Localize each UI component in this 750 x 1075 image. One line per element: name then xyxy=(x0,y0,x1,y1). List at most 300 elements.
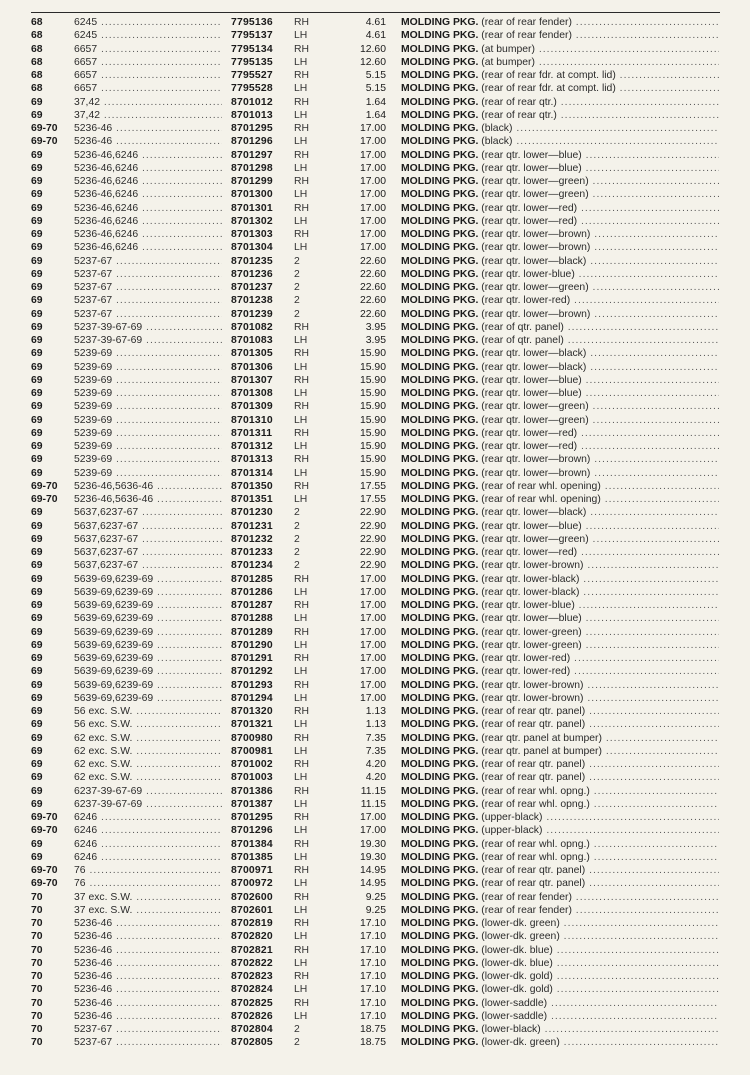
description-title: MOLDING PKG. xyxy=(401,229,479,240)
description-note: (rear qtr. lower—red) xyxy=(481,215,578,227)
description-note: (rear qtr. lower-blue) xyxy=(481,600,575,611)
model-cell: 56 exc. S.W. ..... xyxy=(74,718,222,731)
description-title: MOLDING PKG. xyxy=(401,56,479,68)
price-cell: 12.60 xyxy=(359,56,386,68)
side-cell: LH xyxy=(294,83,308,95)
price-cell: 15.90 xyxy=(359,361,386,373)
description-note: (rear qtr. lower—green) xyxy=(481,401,589,413)
description-title: MOLDING PKG. xyxy=(401,586,479,598)
description-title: MOLDING PKG. xyxy=(401,361,479,373)
description-cell xyxy=(401,96,719,109)
description-title: MOLDING PKG. xyxy=(401,1024,479,1035)
part-number-cell: 8700981 xyxy=(231,745,273,757)
catalog-row xyxy=(0,877,750,890)
description-cell xyxy=(401,997,719,1010)
description-title: MOLDING PKG. xyxy=(401,96,479,108)
side-cell: LH xyxy=(294,692,308,704)
description-note: (rear of rear qtr. panel) xyxy=(481,878,586,890)
description-cell xyxy=(401,374,719,387)
part-number-cell: 8702821 xyxy=(231,944,273,956)
description-cell xyxy=(401,930,719,943)
part-number-cell: 8701309 xyxy=(231,401,273,413)
description-title: MOLDING PKG. xyxy=(401,719,479,731)
catalog-row xyxy=(0,294,750,307)
price-cell: 17.00 xyxy=(359,812,386,823)
description-title: MOLDING PKG. xyxy=(401,17,479,28)
price-cell: 14.95 xyxy=(359,878,386,890)
model-cell: 5239-69 ..... xyxy=(74,440,222,453)
side-cell: RH xyxy=(294,600,310,611)
model-cell: 5237-67 ..... xyxy=(74,294,222,307)
description-title: MOLDING PKG. xyxy=(401,838,479,850)
price-cell: 1.13 xyxy=(365,706,386,717)
price-cell: 17.55 xyxy=(359,494,386,505)
price-cell: 4.20 xyxy=(365,759,386,770)
catalog-row xyxy=(0,1010,750,1023)
description-cell xyxy=(401,400,719,413)
price-cell: 22.90 xyxy=(359,533,386,545)
description-title: MOLDING PKG. xyxy=(401,308,479,320)
part-number-cell: 8701304 xyxy=(231,242,273,254)
description-note: (rear qtr. lower-brown) xyxy=(481,692,584,704)
year-cell: 69 xyxy=(31,295,43,307)
description-cell xyxy=(401,453,719,466)
description-cell xyxy=(401,785,719,798)
year-cell: 69 xyxy=(31,666,43,678)
year-cell: 70 xyxy=(31,971,43,982)
catalog-row xyxy=(0,705,750,718)
part-number-cell: 8701286 xyxy=(231,586,273,598)
description-cell xyxy=(401,665,719,678)
description-title: MOLDING PKG. xyxy=(401,480,479,492)
part-number-cell: 8701233 xyxy=(231,547,273,558)
description-title: MOLDING PKG. xyxy=(401,613,479,625)
price-cell: 1.64 xyxy=(365,96,386,108)
catalog-row xyxy=(0,639,750,652)
description-title: MOLDING PKG. xyxy=(401,348,479,360)
price-cell: 18.75 xyxy=(359,1024,386,1035)
part-number-cell: 8701296 xyxy=(231,136,273,148)
model-cell: 5236-46,6246 ..... xyxy=(74,215,222,228)
description-cell xyxy=(401,745,719,758)
part-number-cell: 8701287 xyxy=(231,600,273,611)
description-cell xyxy=(401,983,719,996)
price-cell: 17.00 xyxy=(359,176,386,187)
top-rule xyxy=(31,12,720,13)
part-number-cell: 7795135 xyxy=(231,56,273,68)
year-cell: 69 xyxy=(31,242,43,254)
side-cell: 2 xyxy=(294,547,300,558)
description-note: (lower-saddle) xyxy=(481,1010,548,1022)
description-title: MOLDING PKG. xyxy=(401,878,479,890)
model-cell: 5637,6237-67 ..... xyxy=(74,546,222,559)
description-cell xyxy=(401,798,719,811)
model-cell: 5637,6237-67 ..... xyxy=(74,520,222,533)
part-number-cell: 7795527 xyxy=(231,70,273,81)
side-cell: RH xyxy=(294,43,310,55)
catalog-row xyxy=(0,1036,750,1049)
part-number-cell: 8701083 xyxy=(231,335,273,346)
description-title: MOLDING PKG. xyxy=(401,1010,479,1022)
model-cell: 5639-69,6239-69 ..... xyxy=(74,573,222,586)
catalog-row xyxy=(0,69,750,82)
description-note: (rear qtr. lower—blue) xyxy=(481,388,582,399)
description-cell xyxy=(401,1036,719,1049)
side-cell: 2 xyxy=(294,308,300,320)
description-cell xyxy=(401,281,719,294)
model-cell: 5637,6237-67 ..... xyxy=(74,533,222,546)
catalog-row xyxy=(0,228,750,241)
description-title: MOLDING PKG. xyxy=(401,109,479,121)
description-title: MOLDING PKG. xyxy=(401,732,479,744)
year-cell: 70 xyxy=(31,1024,43,1035)
price-cell: 22.90 xyxy=(359,560,386,572)
part-number-cell: 8701314 xyxy=(231,467,273,479)
description-title: MOLDING PKG. xyxy=(401,772,479,784)
side-cell: RH xyxy=(294,70,310,81)
description-note: (rear qtr. lower—red) xyxy=(481,547,578,558)
description-note: (rear qtr. lower—black) xyxy=(481,348,587,360)
part-number-cell: 8701297 xyxy=(231,149,273,161)
model-cell: 5236-46 ..... xyxy=(74,122,222,135)
catalog-row xyxy=(0,586,750,599)
part-number-cell: 8701385 xyxy=(231,851,273,863)
side-cell: 2 xyxy=(294,255,300,267)
description-cell xyxy=(401,215,719,228)
description-note: (lower-dk. green) xyxy=(481,931,560,943)
description-title: MOLDING PKG. xyxy=(401,176,479,187)
model-cell: 5236-46 ..... xyxy=(74,983,222,996)
catalog-row xyxy=(0,427,750,440)
year-cell: 69 xyxy=(31,573,43,585)
part-number-cell: 8701235 xyxy=(231,255,273,267)
catalog-row xyxy=(0,241,750,254)
part-number-cell: 8701295 xyxy=(231,123,273,134)
description-title: MOLDING PKG. xyxy=(401,825,479,837)
catalog-row xyxy=(0,414,750,427)
year-cell: 68 xyxy=(31,30,43,42)
side-cell: RH xyxy=(294,997,310,1009)
description-title: MOLDING PKG. xyxy=(401,255,479,267)
description-note: (rear qtr. lower—red) xyxy=(481,427,578,439)
description-note: (rear qtr. lower—green) xyxy=(481,176,589,187)
description-note: (rear of rear qtr. panel) xyxy=(481,772,586,784)
side-cell: LH xyxy=(294,215,308,227)
year-cell: 69 xyxy=(31,162,43,174)
description-note: (rear qtr. lower-red) xyxy=(481,666,571,678)
price-cell: 17.00 xyxy=(359,189,386,201)
catalog-row xyxy=(0,361,750,374)
price-cell: 12.60 xyxy=(359,43,386,55)
side-cell: LH xyxy=(294,984,308,996)
description-note: (rear qtr. lower—green) xyxy=(481,533,589,545)
description-note: (upper-black) xyxy=(481,825,543,837)
model-cell: 5239-69 ..... xyxy=(74,361,222,374)
side-cell: RH xyxy=(294,759,310,770)
description-note: (rear of rear qtr. panel) xyxy=(481,759,586,770)
catalog-row xyxy=(0,308,750,321)
year-cell: 69 xyxy=(31,851,43,863)
description-cell xyxy=(401,811,719,824)
catalog-row xyxy=(0,652,750,665)
description-title: MOLDING PKG. xyxy=(401,931,479,943)
year-cell: 70 xyxy=(31,984,43,996)
year-cell: 69 xyxy=(31,785,43,797)
year-cell: 69-70 xyxy=(31,825,58,837)
description-note: (rear qtr. lower—blue) xyxy=(481,613,582,625)
description-cell xyxy=(401,122,719,135)
price-cell: 1.64 xyxy=(365,109,386,121)
description-title: MOLDING PKG. xyxy=(401,520,479,532)
catalog-row xyxy=(0,321,750,334)
year-cell: 70 xyxy=(31,891,43,903)
year-cell: 68 xyxy=(31,43,43,55)
price-cell: 15.90 xyxy=(359,401,386,413)
description-cell xyxy=(401,692,719,705)
model-cell: 5237-67 ..... xyxy=(74,281,222,294)
year-cell: 69-70 xyxy=(31,494,58,505)
model-cell: 5237-67 ..... xyxy=(74,308,222,321)
description-cell xyxy=(401,387,719,400)
model-cell: 5237-67 ..... xyxy=(74,255,222,268)
catalog-row xyxy=(0,400,750,413)
model-cell: 5639-69,6239-69 ..... xyxy=(74,639,222,652)
side-cell: LH xyxy=(294,904,308,916)
part-number-cell: 8701234 xyxy=(231,560,273,572)
side-cell: RH xyxy=(294,944,310,956)
model-cell: 6657 ..... xyxy=(74,56,222,69)
price-cell: 17.10 xyxy=(359,997,386,1009)
catalog-row xyxy=(0,268,750,281)
catalog-row xyxy=(0,944,750,957)
year-cell: 69 xyxy=(31,149,43,161)
model-cell: 5236-46,6246 ..... xyxy=(74,241,222,254)
description-note: (rear of rear qtr. panel) xyxy=(481,706,586,717)
year-cell: 69 xyxy=(31,719,43,731)
model-cell: 5239-69 ..... xyxy=(74,400,222,413)
model-cell: 5239-69 ..... xyxy=(74,387,222,400)
description-cell xyxy=(401,732,719,745)
side-cell: LH xyxy=(294,639,308,651)
price-cell: 17.00 xyxy=(359,679,386,691)
description-cell xyxy=(401,506,719,519)
year-cell: 69-70 xyxy=(31,136,58,148)
part-number-cell: 8701387 xyxy=(231,798,273,810)
description-title: MOLDING PKG. xyxy=(401,295,479,307)
year-cell: 70 xyxy=(31,944,43,956)
description-note: (rear of rear fdr. at compt. lid) xyxy=(481,70,616,81)
description-cell xyxy=(401,82,719,95)
side-cell: RH xyxy=(294,918,310,929)
year-cell: 69-70 xyxy=(31,812,58,823)
part-number-cell: 8701012 xyxy=(231,96,273,108)
description-note: (at bumper) xyxy=(481,56,535,68)
model-cell: 6246 ..... xyxy=(74,811,222,824)
side-cell: LH xyxy=(294,1010,308,1022)
description-note: (rear qtr. lower—brown) xyxy=(481,467,591,479)
part-number-cell: 8701311 xyxy=(231,427,273,439)
description-title: MOLDING PKG. xyxy=(401,149,479,161)
part-number-cell: 8701313 xyxy=(231,454,273,466)
description-cell xyxy=(401,228,719,241)
description-cell xyxy=(401,546,719,559)
catalog-row xyxy=(0,745,750,758)
catalog-row xyxy=(0,188,750,201)
part-number-cell: 8702822 xyxy=(231,957,273,969)
description-cell xyxy=(401,957,719,970)
side-cell: RH xyxy=(294,149,310,161)
price-cell: 1.13 xyxy=(365,719,386,731)
year-cell: 69 xyxy=(31,706,43,717)
model-cell: 5639-69,6239-69 ..... xyxy=(74,679,222,692)
catalog-row xyxy=(0,334,750,347)
part-number-cell: 8700980 xyxy=(231,732,273,744)
description-title: MOLDING PKG. xyxy=(401,918,479,929)
catalog-row xyxy=(0,626,750,639)
description-cell xyxy=(401,361,719,374)
year-cell: 69-70 xyxy=(31,865,58,876)
description-title: MOLDING PKG. xyxy=(401,706,479,717)
model-cell: 5239-69 ..... xyxy=(74,347,222,360)
price-cell: 11.15 xyxy=(360,798,386,810)
description-note: (black) xyxy=(481,136,513,148)
part-number-cell: 8701232 xyxy=(231,533,273,545)
model-cell: 5639-69,6239-69 ..... xyxy=(74,586,222,599)
description-note: (rear qtr. panel at bumper) xyxy=(481,732,602,744)
description-cell xyxy=(401,851,719,864)
part-number-cell: 8701300 xyxy=(231,189,273,201)
side-cell: LH xyxy=(294,361,308,373)
price-cell: 22.60 xyxy=(359,255,386,267)
model-cell: 62 exc. S.W. ..... xyxy=(74,745,222,758)
description-title: MOLDING PKG. xyxy=(401,335,479,346)
price-cell: 3.95 xyxy=(365,321,386,333)
description-title: MOLDING PKG. xyxy=(401,573,479,585)
part-number-cell: 8702823 xyxy=(231,971,273,982)
description-cell xyxy=(401,917,719,930)
description-cell xyxy=(401,877,719,890)
year-cell: 69 xyxy=(31,414,43,426)
price-cell: 4.20 xyxy=(365,772,386,784)
price-cell: 17.10 xyxy=(359,1010,386,1022)
description-note: (lower-black) xyxy=(481,1024,541,1035)
catalog-row xyxy=(0,109,750,122)
part-number-cell: 8702805 xyxy=(231,1037,273,1049)
catalog-row xyxy=(0,983,750,996)
side-cell: RH xyxy=(294,17,310,28)
description-cell xyxy=(401,188,719,201)
part-number-cell: 7795137 xyxy=(231,30,273,42)
description-note: (lower-dk. green) xyxy=(481,918,560,929)
price-cell: 9.25 xyxy=(365,891,386,903)
year-cell: 69 xyxy=(31,838,43,850)
description-title: MOLDING PKG. xyxy=(401,533,479,545)
price-cell: 17.00 xyxy=(359,692,386,704)
part-number-cell: 8701238 xyxy=(231,295,273,307)
catalog-row xyxy=(0,506,750,519)
catalog-row xyxy=(0,520,750,533)
year-cell: 69 xyxy=(31,467,43,479)
price-cell: 5.15 xyxy=(365,70,386,81)
description-note: (lower-dk. gold) xyxy=(481,971,553,982)
side-cell: 2 xyxy=(294,282,300,293)
description-cell xyxy=(401,149,719,162)
catalog-row xyxy=(0,215,750,228)
description-title: MOLDING PKG. xyxy=(401,374,479,386)
description-title: MOLDING PKG. xyxy=(401,454,479,466)
catalog-row xyxy=(0,16,750,29)
description-title: MOLDING PKG. xyxy=(401,507,479,519)
description-note: (black) xyxy=(481,123,513,134)
price-cell: 17.00 xyxy=(359,242,386,254)
description-cell xyxy=(401,586,719,599)
description-cell xyxy=(401,864,719,877)
description-title: MOLDING PKG. xyxy=(401,427,479,439)
catalog-row xyxy=(0,997,750,1010)
model-cell: 5236-46,6246 ..... xyxy=(74,175,222,188)
model-cell: 6246 ..... xyxy=(74,851,222,864)
description-title: MOLDING PKG. xyxy=(401,547,479,558)
year-cell: 69 xyxy=(31,798,43,810)
year-cell: 70 xyxy=(31,1037,43,1049)
description-cell xyxy=(401,255,719,268)
model-cell: 5236-46 ..... xyxy=(74,970,222,983)
part-number-cell: 8702819 xyxy=(231,918,273,929)
year-cell: 70 xyxy=(31,931,43,943)
year-cell: 69 xyxy=(31,255,43,267)
description-title: MOLDING PKG. xyxy=(401,414,479,426)
description-cell xyxy=(401,718,719,731)
year-cell: 69 xyxy=(31,507,43,519)
side-cell: LH xyxy=(294,414,308,426)
description-cell xyxy=(401,493,719,506)
year-cell: 69 xyxy=(31,759,43,770)
side-cell: RH xyxy=(294,454,310,466)
year-cell: 70 xyxy=(31,904,43,916)
side-cell: LH xyxy=(294,957,308,969)
description-note: (rear qtr. lower—brown) xyxy=(481,242,591,254)
side-cell: LH xyxy=(294,30,308,42)
description-cell xyxy=(401,334,719,347)
description-title: MOLDING PKG. xyxy=(401,653,479,664)
side-cell: RH xyxy=(294,653,310,664)
description-note: (rear of rear qtr. panel) xyxy=(481,865,586,876)
price-cell: 22.60 xyxy=(359,282,386,293)
description-note: (rear qtr. lower—brown) xyxy=(481,229,591,240)
side-cell: RH xyxy=(294,401,310,413)
price-cell: 17.10 xyxy=(359,971,386,982)
description-cell xyxy=(401,56,719,69)
catalog-row xyxy=(0,824,750,837)
description-title: MOLDING PKG. xyxy=(401,441,479,452)
model-cell: 5237-67 ..... xyxy=(74,268,222,281)
description-cell xyxy=(401,480,719,493)
description-cell xyxy=(401,347,719,360)
description-title: MOLDING PKG. xyxy=(401,785,479,797)
catalog-row xyxy=(0,811,750,824)
catalog-row xyxy=(0,453,750,466)
catalog-row xyxy=(0,82,750,95)
part-number-cell: 8701002 xyxy=(231,759,273,770)
part-number-cell: 8701386 xyxy=(231,785,273,797)
price-cell: 17.55 xyxy=(359,480,386,492)
part-number-cell: 8701295 xyxy=(231,812,273,823)
catalog-row xyxy=(0,347,750,360)
part-number-cell: 8702826 xyxy=(231,1010,273,1022)
part-number-cell: 8701351 xyxy=(231,494,273,505)
description-title: MOLDING PKG. xyxy=(401,242,479,254)
year-cell: 68 xyxy=(31,83,43,95)
